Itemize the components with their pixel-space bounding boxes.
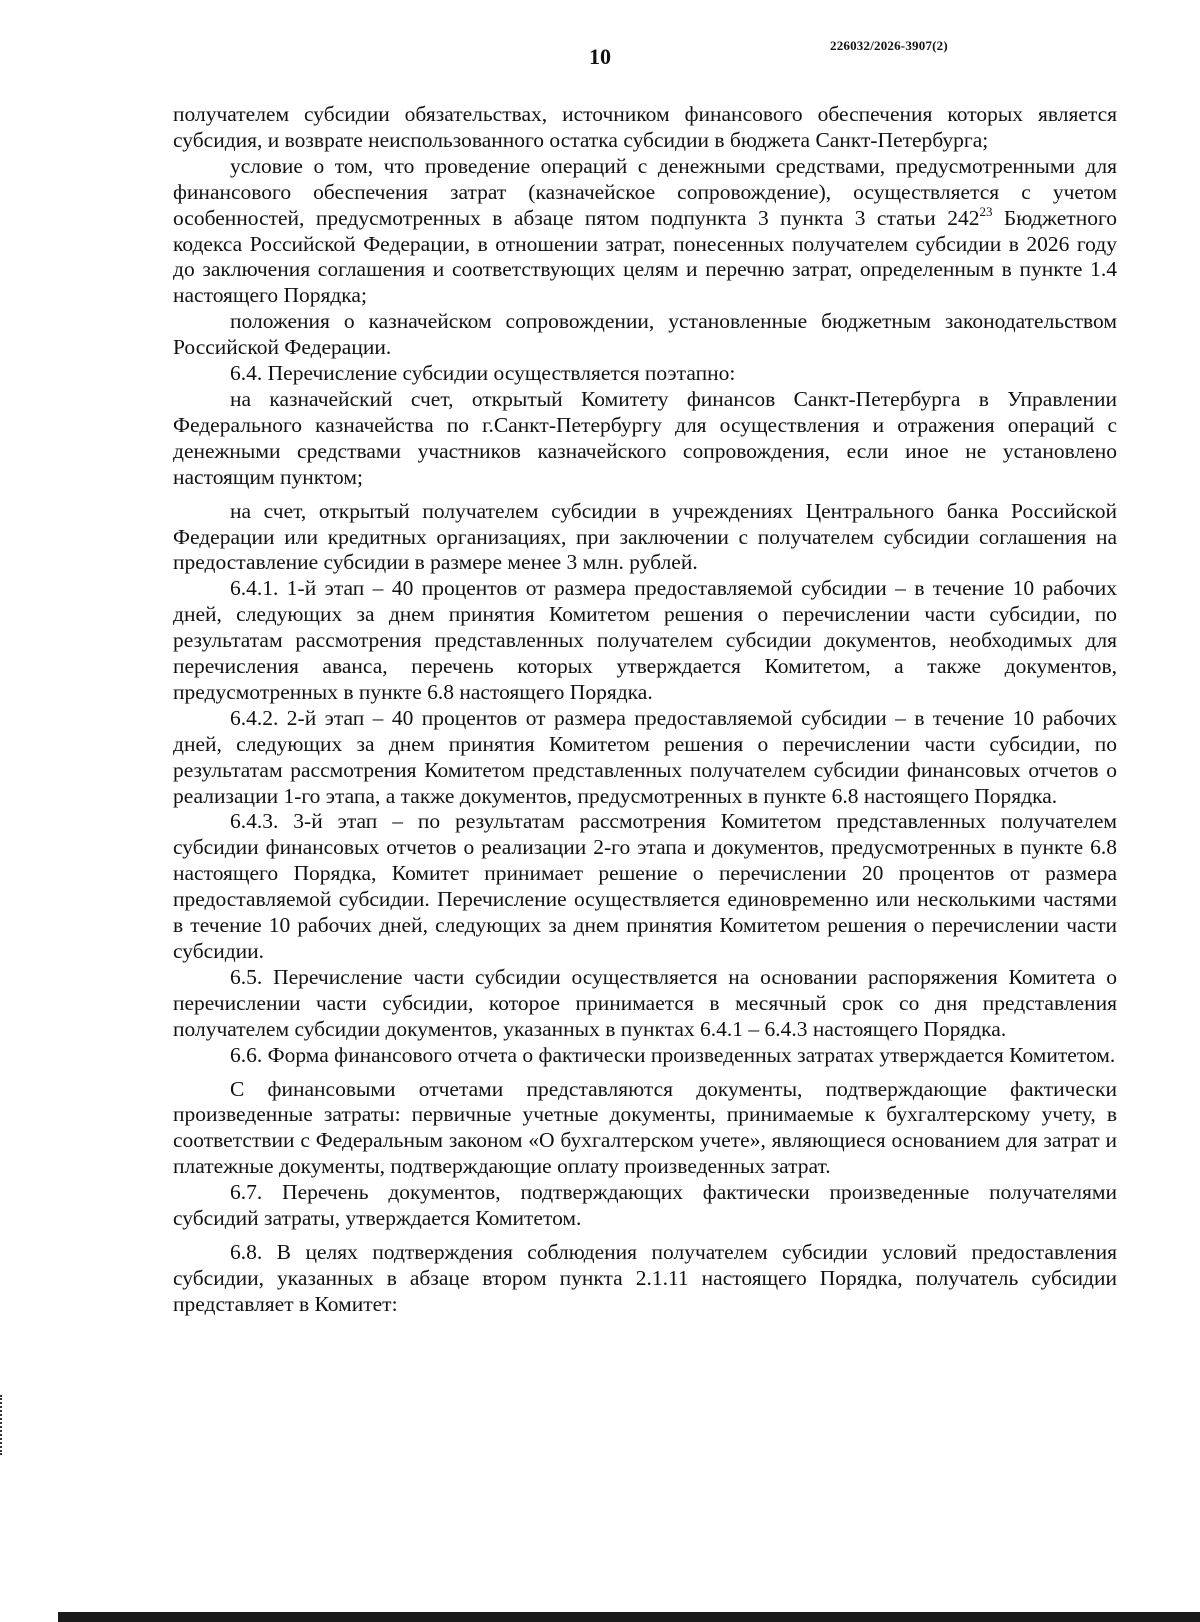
document-id: 226032/2026-3907(2) (830, 38, 948, 53)
paragraph-continuation: получателем субсидии обязательствах, источником финансового обеспечения которых является субсидия, и возврате неиспользованного остатка субсидии в бюджета Санкт-Петербурга; (173, 102, 1117, 152)
document-body (173, 102, 1117, 1318)
paragraph-text-tail: Бюджетного кодекса Российской Федерации, в отношении затрат, понесенных получателем субсидии в 2026 году до заключения соглашения и соответствующих целям и перечню затрат, определенным в пункте 1.4 настоящего Порядка; (173, 205, 1117, 308)
paragraph-6-4-3: 6.4.3. 3-й этап – по результатам рассмотрения Комитетом представленных получателем субсидии финансовых отчетов о реализации 2-го этапа и документов, предусмотренных в пункте 6.8 настоящего Порядка, Комитет принимает решение о перечислении 20 процентов от размера предоставляемой субсидии. Перечисление осуществляется единовременно или несколькими частями в течение 10 рабочих дней, следующих за днем принятия Комитетом решения о перечислении части субсидии. (173, 809, 1117, 963)
scan-bottom-border (0, 1612, 1200, 1622)
paragraph-bank-account: на счет, открытый получателем субсидии в учреждениях Центрального банка Российской Федерации или кредитных организациях, при заключении с получателем субсидии соглашения на предоставление субсидии в размере менее 3 млн. рублей. (173, 498, 1117, 575)
paragraph-6-7: 6.7. Перечень документов, подтверждающих фактически произведенные получателями субсидий затраты, утверждается Комитетом. (173, 1180, 1117, 1231)
paragraph-6-4-2: 6.4.2. 2-й этап – 40 процентов от размера предоставляемой субсидии – в течение 10 рабочих дней, следующих за днем принятия Комитетом решения о перечислении части субсидии, по результатам рассмотрения Комитетом представленных получателем субсидии финансовых отчетов о реализации 1-го этапа, а также документов, предусмотренных в пункте 6.8 настоящего Порядка. (173, 705, 1117, 808)
paragraph-financial-reports: С финансовыми отчетами представляются документы, подтверждающие фактически произведенные затраты: первичные учетные документы, принимаемые к бухгалтерскому учету, в соответствии с Федеральным законом «О бухгалтерском учете», являющиеся основанием для затрат и платежные документы, подтверждающие оплату произведенных затрат. (173, 1076, 1117, 1179)
paragraph-6-5: 6.5. Перечисление части субсидии осуществляется на основании распоряжения Комитета о перечислении части субсидии, которое принимается в месячный срок со дня представления получателем субсидии документов, указанных в пунктах 6.4.1 – 6.4.3 настоящего Порядка. (173, 964, 1117, 1041)
paragraph-treasury-provisions: положения о казначейском сопровождении, установленные бюджетным законодательством Российской Федерации. (173, 309, 1117, 360)
page-number: 10 (589, 44, 611, 69)
paragraph-treasury-condition (173, 154, 1117, 309)
superscript-23: 23 (979, 203, 993, 219)
scan-edge-mark (0, 1395, 5, 1455)
paragraph-treasury-account: на казначейский счет, открытый Комитету финансов Санкт-Петербурга в Управлении Федерального казначейства по г.Санкт-Петербургу для осуществления и отражения операций с денежными средствами участников казначейского сопровождения, если иное не установлено настоящим пунктом; (173, 386, 1117, 489)
paragraph-6-4-1: 6.4.1. 1-й этап – 40 процентов от размера предоставляемой субсидии – в течение 10 рабочих дней, следующих за днем принятия Комитетом решения о перечислении части субсидии, по результатам рассмотрения представленных получателем субсидии документов, необходимых для перечисления аванса, перечень которых утверждается Комитетом, а также документов, предусмотренных в пункте 6.8 настоящего Порядка. (173, 576, 1117, 704)
paragraph-6-8: 6.8. В целях подтверждения соблюдения получателем субсидии условий предоставления субсидии, указанных в абзаце втором пункта 2.1.11 настоящего Порядка, получатель субсидии представляет в Комитет: (173, 1239, 1117, 1316)
paragraph-6-6: 6.6. Форма финансового отчета о фактически произведенных затратах утверждается Комитетом. (230, 1042, 1116, 1067)
scan-bottom-gap (0, 1612, 58, 1622)
paragraph-text: условие о том, что проведение операций с денежными средствами, предусмотренными для финансового обеспечения затрат (казначейское сопровождение), осуществляется с учетом особенностей, предусмотренных в абзаце пятом подпункта 3 пункта 3 статьи 242 (173, 153, 1117, 230)
paragraph-6-4: 6.4. Перечисление субсидии осуществляется поэтапно: (230, 361, 736, 386)
